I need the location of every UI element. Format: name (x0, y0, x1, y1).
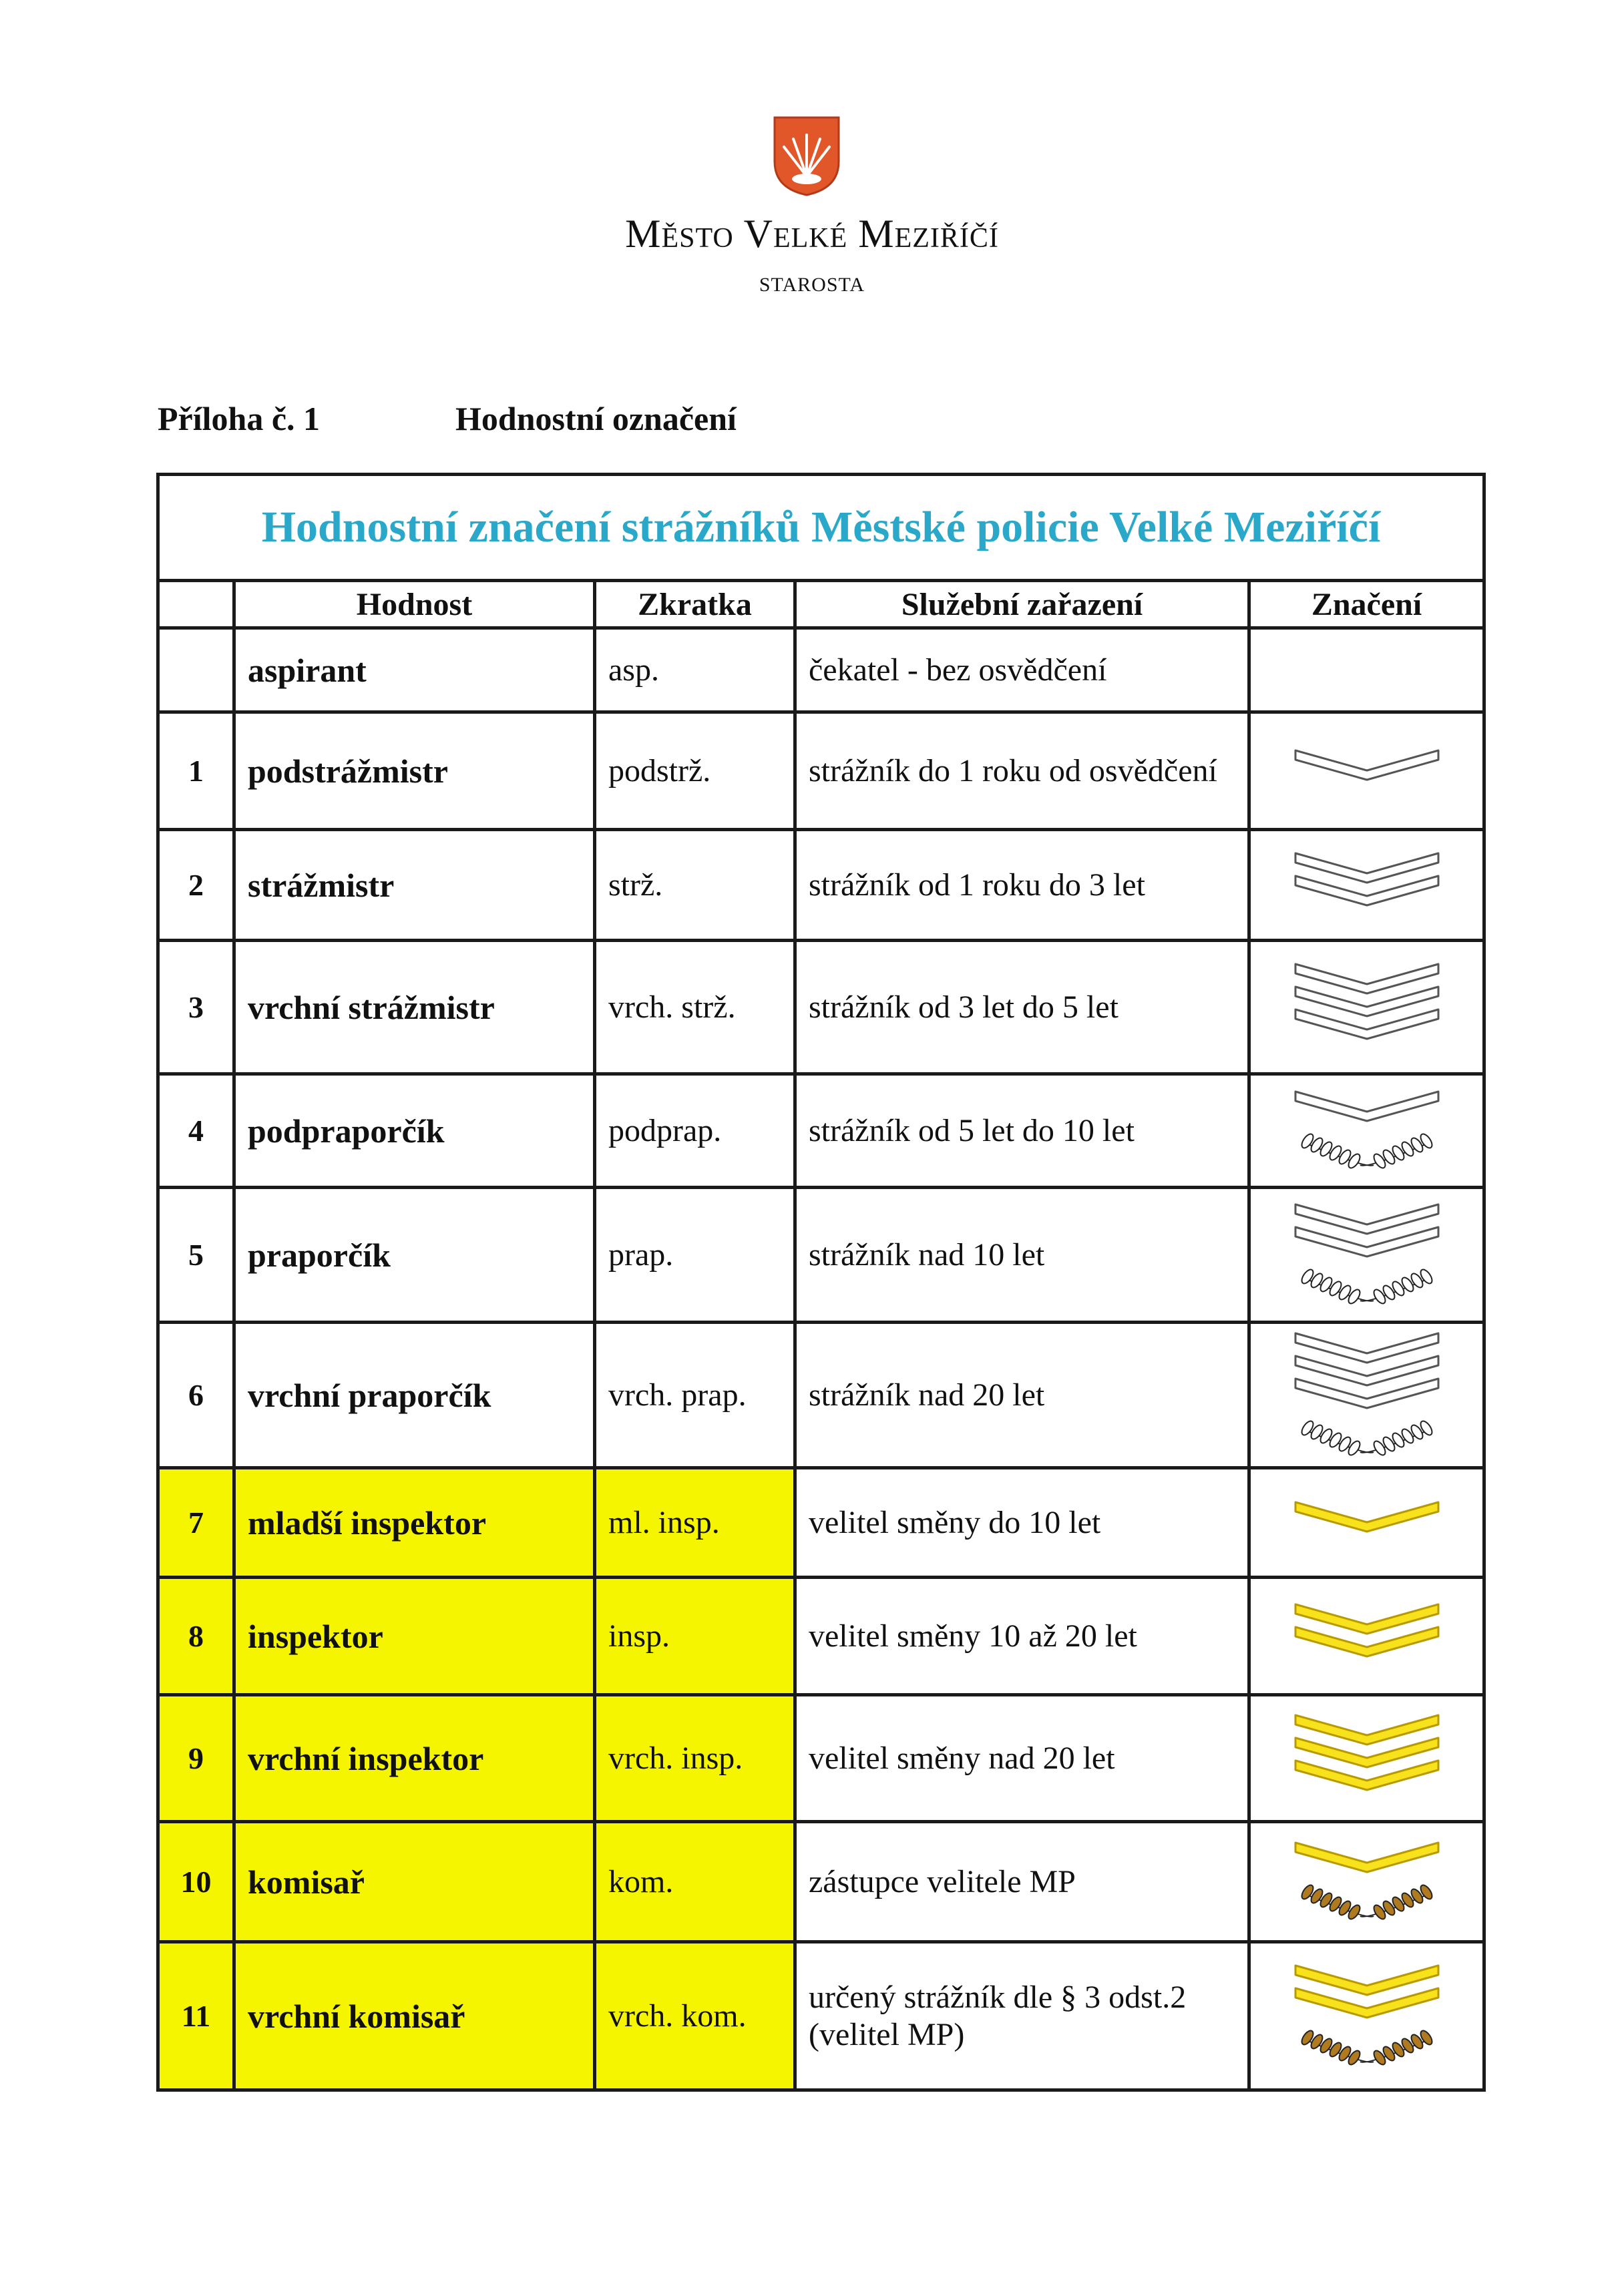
row-abbr: ml. insp. (595, 1468, 795, 1578)
rank-insignia-icon (1290, 1600, 1444, 1672)
row-role: strážník od 3 let do 5 let (795, 941, 1249, 1074)
table-row (158, 1942, 1484, 2090)
row-insignia (1249, 1188, 1484, 1323)
row-num (158, 628, 234, 712)
wreath-icon (1299, 1419, 1434, 1457)
chevron-icon (1295, 750, 1438, 780)
rank-insignia-icon (1290, 1962, 1444, 2071)
wreath-icon (1299, 1132, 1434, 1170)
rank-insignia-icon (1290, 1839, 1444, 1925)
row-role: čekatel - bez osvědčení (795, 628, 1249, 712)
org-name: Město Velké Meziříčí (625, 212, 999, 256)
rank-table (156, 473, 1486, 2092)
row-num: 11 (158, 1942, 234, 2090)
table-row (158, 830, 1484, 941)
row-role: strážník nad 10 let (795, 1188, 1249, 1323)
row-num: 4 (158, 1074, 234, 1188)
annex-label: Příloha č. 1 (158, 400, 321, 437)
wreath-icon (1299, 2028, 1434, 2066)
row-role: strážník do 1 roku od osvědčení (795, 712, 1249, 830)
row-abbr: podstrž. (595, 712, 795, 830)
table-row (158, 712, 1484, 830)
table-title: Hodnostní značení strážníků Městské policie Velké Meziříčí (158, 475, 1484, 581)
row-num: 9 (158, 1695, 234, 1822)
chevron-icon (1295, 1604, 1438, 1634)
row-rank: strážmistr (234, 830, 595, 941)
chevron-icon (1295, 964, 1438, 993)
row-role: strážník od 1 roku do 3 let (795, 830, 1249, 941)
table-row (158, 1695, 1484, 1822)
chevron-icon (1295, 1502, 1438, 1532)
row-rank: podpraporčík (234, 1074, 595, 1188)
row-insignia (1249, 1074, 1484, 1188)
row-insignia (1249, 830, 1484, 941)
row-num: 5 (158, 1188, 234, 1323)
wreath-icon (1299, 1883, 1434, 1921)
row-abbr: kom. (595, 1822, 795, 1942)
col-header-role: Služební zařazení (795, 581, 1249, 628)
row-rank: vrchní strážmistr (234, 941, 595, 1074)
rank-insignia-icon (1290, 960, 1444, 1055)
chevron-icon (1295, 1204, 1438, 1234)
col-header-insignia: Značení (1249, 581, 1484, 628)
row-num: 7 (158, 1468, 234, 1578)
row-insignia (1249, 941, 1484, 1074)
row-num: 3 (158, 941, 234, 1074)
coat-of-arms-icon (772, 115, 841, 198)
table-row (158, 1188, 1484, 1323)
row-insignia (1249, 1578, 1484, 1695)
row-abbr: podprap. (595, 1074, 795, 1188)
chevron-icon (1295, 1333, 1438, 1363)
row-rank: vrchní praporčík (234, 1323, 595, 1468)
table-row (158, 941, 1484, 1074)
row-insignia (1249, 712, 1484, 830)
row-rank: komisař (234, 1822, 595, 1942)
row-num: 8 (158, 1578, 234, 1695)
row-rank: aspirant (234, 628, 595, 712)
row-insignia (1249, 1695, 1484, 1822)
rank-insignia-icon (1290, 1200, 1444, 1310)
row-insignia (1249, 1468, 1484, 1578)
rank-insignia-icon (1290, 1329, 1444, 1461)
row-abbr: asp. (595, 628, 795, 712)
row-role: velitel směny do 10 let (795, 1468, 1249, 1578)
row-insignia (1249, 1822, 1484, 1942)
col-header-num (158, 581, 234, 628)
row-insignia (1249, 1942, 1484, 2090)
row-role: zástupce velitele MP (795, 1822, 1249, 1942)
table-row (158, 1468, 1484, 1578)
chevron-icon (1295, 1092, 1438, 1121)
chevron-icon (1295, 1715, 1438, 1745)
row-abbr: vrch. insp. (595, 1695, 795, 1822)
row-rank: praporčík (234, 1188, 595, 1323)
row-role: strážník od 5 let do 10 let (795, 1074, 1249, 1188)
row-abbr: strž. (595, 830, 795, 941)
table-row (158, 1074, 1484, 1188)
col-header-rank: Hodnost (234, 581, 595, 628)
rank-insignia-icon (1290, 746, 1444, 796)
rank-insignia-icon (1290, 849, 1444, 921)
row-abbr: vrch. strž. (595, 941, 795, 1074)
org-subtitle: STAROSTA (759, 274, 865, 296)
row-abbr: vrch. kom. (595, 1942, 795, 2090)
wreath-icon (1299, 1267, 1434, 1305)
chevron-icon (1295, 1843, 1438, 1872)
row-abbr: insp. (595, 1578, 795, 1695)
rank-insignia-icon (1290, 1498, 1444, 1548)
annex-title: Hodnostní označení (455, 400, 737, 437)
row-rank: vrchní inspektor (234, 1695, 595, 1822)
row-abbr: vrch. prap. (595, 1323, 795, 1468)
row-rank: inspektor (234, 1578, 595, 1695)
row-num: 2 (158, 830, 234, 941)
row-num: 10 (158, 1822, 234, 1942)
rank-insignia-icon (1290, 1088, 1444, 1174)
col-header-abbr: Zkratka (595, 581, 795, 628)
table-row (158, 1822, 1484, 1942)
table-row (158, 628, 1484, 712)
row-role: určený strážník dle § 3 odst.2 (velitel MP) (795, 1942, 1249, 2090)
row-role: velitel směny 10 až 20 let (795, 1578, 1249, 1695)
rank-insignia-icon (1290, 1711, 1444, 1806)
row-num: 6 (158, 1323, 234, 1468)
row-role: velitel směny nad 20 let (795, 1695, 1249, 1822)
row-rank: mladší inspektor (234, 1468, 595, 1578)
chevron-icon (1295, 853, 1438, 883)
row-insignia (1249, 628, 1484, 712)
chevron-icon (1295, 1966, 1438, 1995)
row-abbr: prap. (595, 1188, 795, 1323)
row-rank: vrchní komisař (234, 1942, 595, 2090)
row-insignia (1249, 1323, 1484, 1468)
row-num: 1 (158, 712, 234, 830)
table-row (158, 1323, 1484, 1468)
row-rank: podstrážmistr (234, 712, 595, 830)
row-role: strážník nad 20 let (795, 1323, 1249, 1468)
table-row (158, 1578, 1484, 1695)
